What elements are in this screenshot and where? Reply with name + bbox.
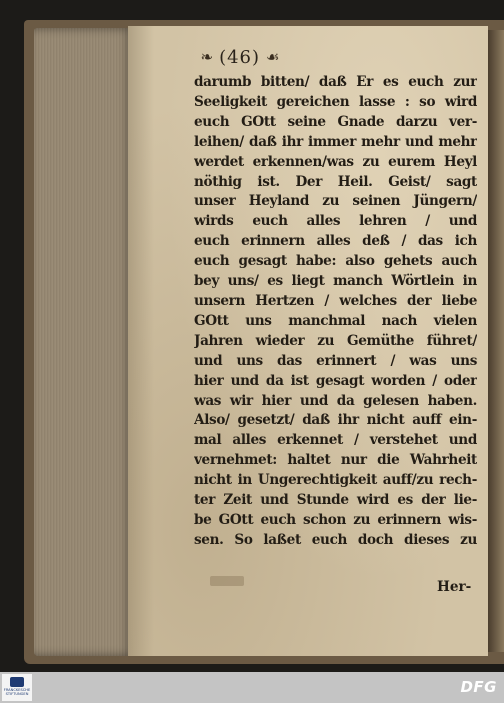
text-line: euch erinnern alles deß / das ich: [194, 233, 477, 250]
page-number: (46): [219, 46, 261, 68]
dfg-logo[interactable]: DFG: [460, 678, 497, 696]
ornament-right-icon: ☙: [266, 48, 280, 66]
foundation-emblem-icon: [10, 677, 24, 687]
ornament-left-icon: ❧: [200, 48, 214, 66]
text-line: darumb bitten/ daß Er es euch zur: [194, 74, 477, 90]
text-line: nöthig ist. Der Heil. Geist/ sagt: [194, 173, 477, 190]
text-line: GOtt uns manchmal nach vielen: [194, 312, 477, 329]
text-line: sen. So laßet euch doch dieses zu: [194, 531, 477, 548]
page-header: [140, 44, 340, 70]
text-line: bey uns/ es liegt manch Wörtlein in: [194, 273, 477, 290]
text-line: Seeligkeit gereichen lasse : so wird: [194, 93, 477, 110]
text-line: werdet erkennen/was zu eurem Heyl: [194, 153, 477, 170]
text-line: unser Heyland zu seinen Jüngern/: [194, 193, 477, 210]
francke-foundation-logo[interactable]: [2, 674, 32, 701]
viewer-footer: [0, 672, 504, 703]
text-line: ter Zeit und Stunde wird es der lie-: [194, 492, 477, 509]
text-line: mal alles erkennet / verstehet und: [194, 432, 477, 449]
faint-stamp-mark: [210, 576, 244, 586]
foundation-logo-text: FRANCKESCHE STIFTUNGEN: [3, 688, 31, 696]
text-line: vernehmet: haltet nur die Wahrheit: [194, 452, 477, 469]
text-line: nicht in Ungerechtigkeit auff/zu rech-: [194, 472, 477, 489]
page-edges: [34, 28, 134, 656]
text-line: euch GOtt seine Gnade darzu ver-: [194, 113, 477, 130]
text-line: euch gesagt habe: also gehets auch: [194, 253, 477, 270]
text-line: be GOtt euch schon zu erinnern wis-: [194, 511, 477, 528]
text-line: leihen/ daß ihr immer mehr und mehr: [194, 133, 477, 150]
catchword: Her-: [437, 579, 472, 595]
text-line: und uns das erinnert / was uns: [194, 352, 477, 369]
text-line: Jahren wieder zu Gemüthe führet/: [194, 332, 477, 349]
body-text: [194, 73, 477, 551]
facing-page-edge: [488, 30, 504, 652]
text-line: Also/ gesetzt/ daß ihr nicht auff ein-: [194, 412, 477, 429]
text-line: hier und da ist gesagt worden / oder: [194, 372, 477, 389]
text-line: was wir hier und da gelesen haben.: [194, 392, 477, 409]
text-line: unsern Hertzen / welches der liebe: [194, 292, 477, 309]
text-line: wirds euch alles lehren / und: [194, 213, 477, 230]
